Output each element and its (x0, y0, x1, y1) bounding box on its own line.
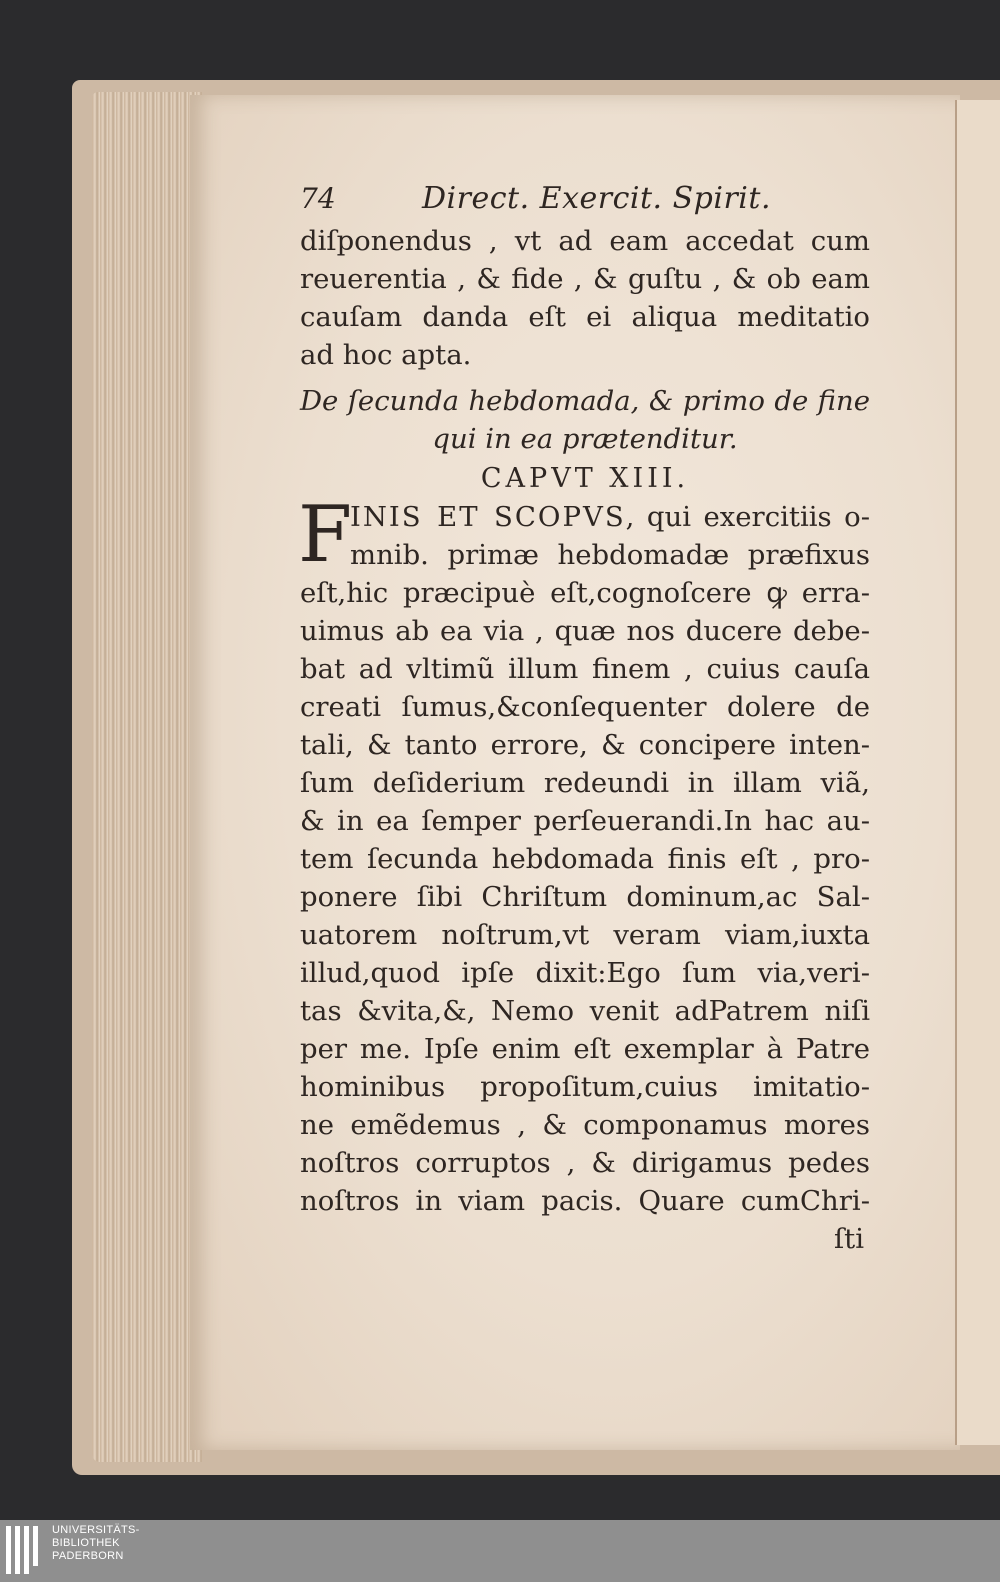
text-line: ad hoc apta. (300, 339, 472, 371)
chapter-number: CAPVT XIII. (480, 463, 690, 494)
page-edges (92, 92, 202, 1462)
running-title: Direct. Exercit. Spirit. (422, 181, 771, 216)
text-line: ne emẽdemus , & componamus mores (300, 1109, 870, 1141)
chapter-heading-line-1: De ſecunda hebdomada, & primo de fine (300, 385, 870, 417)
library-name-line-1: UNIVERSITÄTS- (52, 1524, 140, 1536)
library-name-line-2: BIBLIOTHEK (52, 1537, 120, 1549)
opening-rest: , qui exercitiis o- (625, 501, 870, 533)
catchword: ſti (833, 1223, 864, 1255)
page-header (300, 180, 870, 218)
library-footer-bar (0, 1520, 1000, 1582)
text-line: hominibus propoſitum,cuius imitatio- (300, 1071, 870, 1103)
text-line: diſponendus , vt ad eam accedat cum (300, 225, 870, 257)
text-line: ponere ſibi Chriſtum dominum,ac Sal- (300, 881, 870, 913)
text-line: noſtros in viam pacis. Quare cumChri- (300, 1185, 870, 1217)
chapter-heading-line-2: qui in ea prætenditur. (432, 423, 738, 455)
library-name (52, 1524, 140, 1563)
text-line: noſtros corruptos , & dirigamus pedes (300, 1147, 870, 1179)
opening-small-caps: INIS ET SCOPVS (350, 501, 626, 533)
text-line: illud,quod ipſe dixit:Ego ſum via,veri- (300, 957, 870, 989)
page-number: 74 (300, 182, 336, 215)
drop-cap: F (298, 490, 353, 580)
text-line: & in ea ſemper perſeuerandi.In hac au- (300, 805, 870, 837)
text-line: creati ſumus,&conſequenter dolere de (300, 691, 870, 723)
page-text (300, 180, 870, 1258)
text-line: ſum deſiderium redeundi in illam viã, (300, 767, 870, 799)
library-logo-icon (6, 1526, 44, 1574)
text-line: uimus ab ea via , quæ nos ducere debe- (300, 615, 870, 647)
text-line: tali, & tanto errore, & concipere inten- (300, 729, 870, 761)
facing-page-edge (955, 100, 1000, 1445)
text-line: eſt,hic præcipuè eſt,cognoſcere ꝙ erra- (300, 577, 870, 609)
text-line: bat ad vltimũ illum finem , cuius cauſa (300, 653, 870, 685)
text-line: cauſam danda eſt ei aliqua meditatio (300, 301, 870, 333)
text-line: mnib. primæ hebdomadæ præfixus (350, 539, 870, 571)
text-line: per me. Ipſe enim eſt exemplar à Patre (300, 1033, 870, 1065)
text-line: tas &vita,&, Nemo venit adPatrem niſi (300, 995, 870, 1027)
text-line: tem ſecunda hebdomada finis eſt , pro- (300, 843, 870, 875)
text-line: reuerentia , & fide , & guſtu , & ob eam (300, 263, 870, 295)
text-line (300, 498, 870, 536)
paragraph-opening (298, 490, 870, 580)
text-line: uatorem noſtrum,vt veram viam,iuxta (300, 919, 870, 951)
library-name-line-3: PADERBORN (52, 1550, 124, 1562)
